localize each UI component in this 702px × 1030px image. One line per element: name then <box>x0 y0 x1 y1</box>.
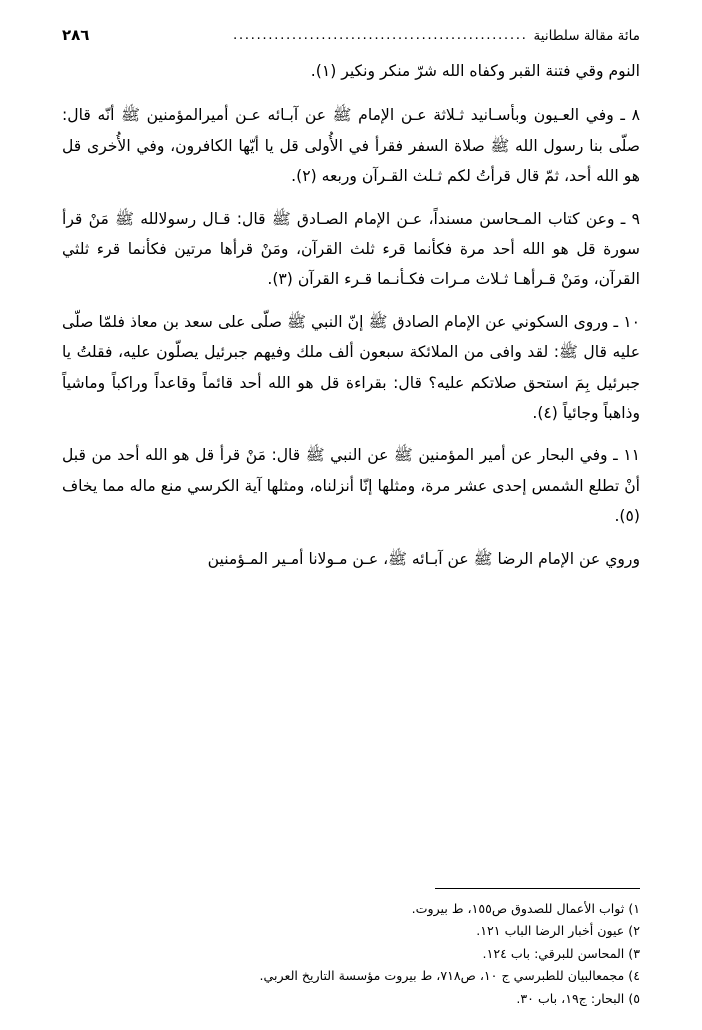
paragraph: ١٠ ـ وروى السكوني عن الإمام الصادق ﷺ إنّ النبي ﷺ صلّى على سعد بن معاذ فلمّا صلّى عليه قال ﷺ: لقد وافى من الملائكة سبعون ألف ملك وفيهم جبرئيل يصلّون عليه، فقلتُ يا جبرئيل بِمَ استحق صلاتكم عليه؟ قال: بقراءة قل هو الله أحد قائماً وقاعداً وراكباً وماشياً وذاهباً وجائياً (٤). <box>62 312 640 423</box>
footnote-item: ١) ثواب الأعمال للصدوق ص١٥٥، ط بيروت. <box>411 900 640 916</box>
footnote-item: ٣) المحاسن للبرقي: باب ١٢٤. <box>482 945 640 961</box>
paragraph: ٩ ـ وعن كتاب المـحاسن مسنداً، عـن الإمام الصـادق ﷺ قال: قـال رسولالله ﷺ مَنْ قرأ سورة قل هو الله أحد مرة فكأنما قرء ثلث القرآن، ومَنْ قرأها مرتين فكأنما قرء ثلثي القرآن، ومَنْ قـرأهـا ثـلاث مـرات فكـأنـما قـرء القرآن (٣). <box>62 209 640 289</box>
footnote-item: ٢) عيون أخبار الرضا الباب ١٢١. <box>476 923 640 939</box>
header-page-number: ٢٨٦ <box>62 26 90 44</box>
paragraph: النوم وقي فتنة القبر وكفاه الله شرّ منكر ونكير (١). <box>310 62 640 80</box>
paragraph: ١١ ـ وفي البحار عن أمير المؤمنين ﷺ عن النبي ﷺ قال: مَنْ قرأ قل هو الله أحد من قبل أنْ تطلع الشمس إحدى عشر مرة، ومثلها إنّا أنزلناه، ومثلها آية الكرسي منع ماله مما يخاف (٥). <box>62 446 640 526</box>
header-dot-leader: .................................................. <box>232 27 528 43</box>
footnote-item: ٥) البحار: ج١٩، باب ٣٠. <box>516 990 640 1006</box>
footnote-item: ٤) مجمعالبيان للطبرسي ج ١٠، ص٧١٨، ط بيروت مؤسسة التاريخ العربي. <box>259 968 640 984</box>
footnote-separator-rule <box>435 888 640 889</box>
header-book-title: مائة مقالة سلطانية <box>533 28 640 44</box>
paragraph: وروي عن الإمام الرضا ﷺ عن آبـائه ﷺ، عـن مـولانا أمـير المـؤمنين <box>207 549 640 568</box>
page-body <box>62 56 640 882</box>
page-header <box>62 26 640 46</box>
paragraph: ٨ ـ وفي العـيون وبأسـانيد ثـلاثة عـن الإمام ﷺ عن آبـائه عـن أميرالمؤمنين ﷺ أنّه قال: صلّى بنا رسول الله ﷺ صلاة السفر فقرأ في الأُولى قل يا أيّها الكافرون، وفي الأُخرى قل هو الله أحد، ثمّ قال قرأتُ لكم ثـلث القـرآن وربعه (٢). <box>62 106 640 186</box>
footnotes-section <box>62 882 640 1010</box>
